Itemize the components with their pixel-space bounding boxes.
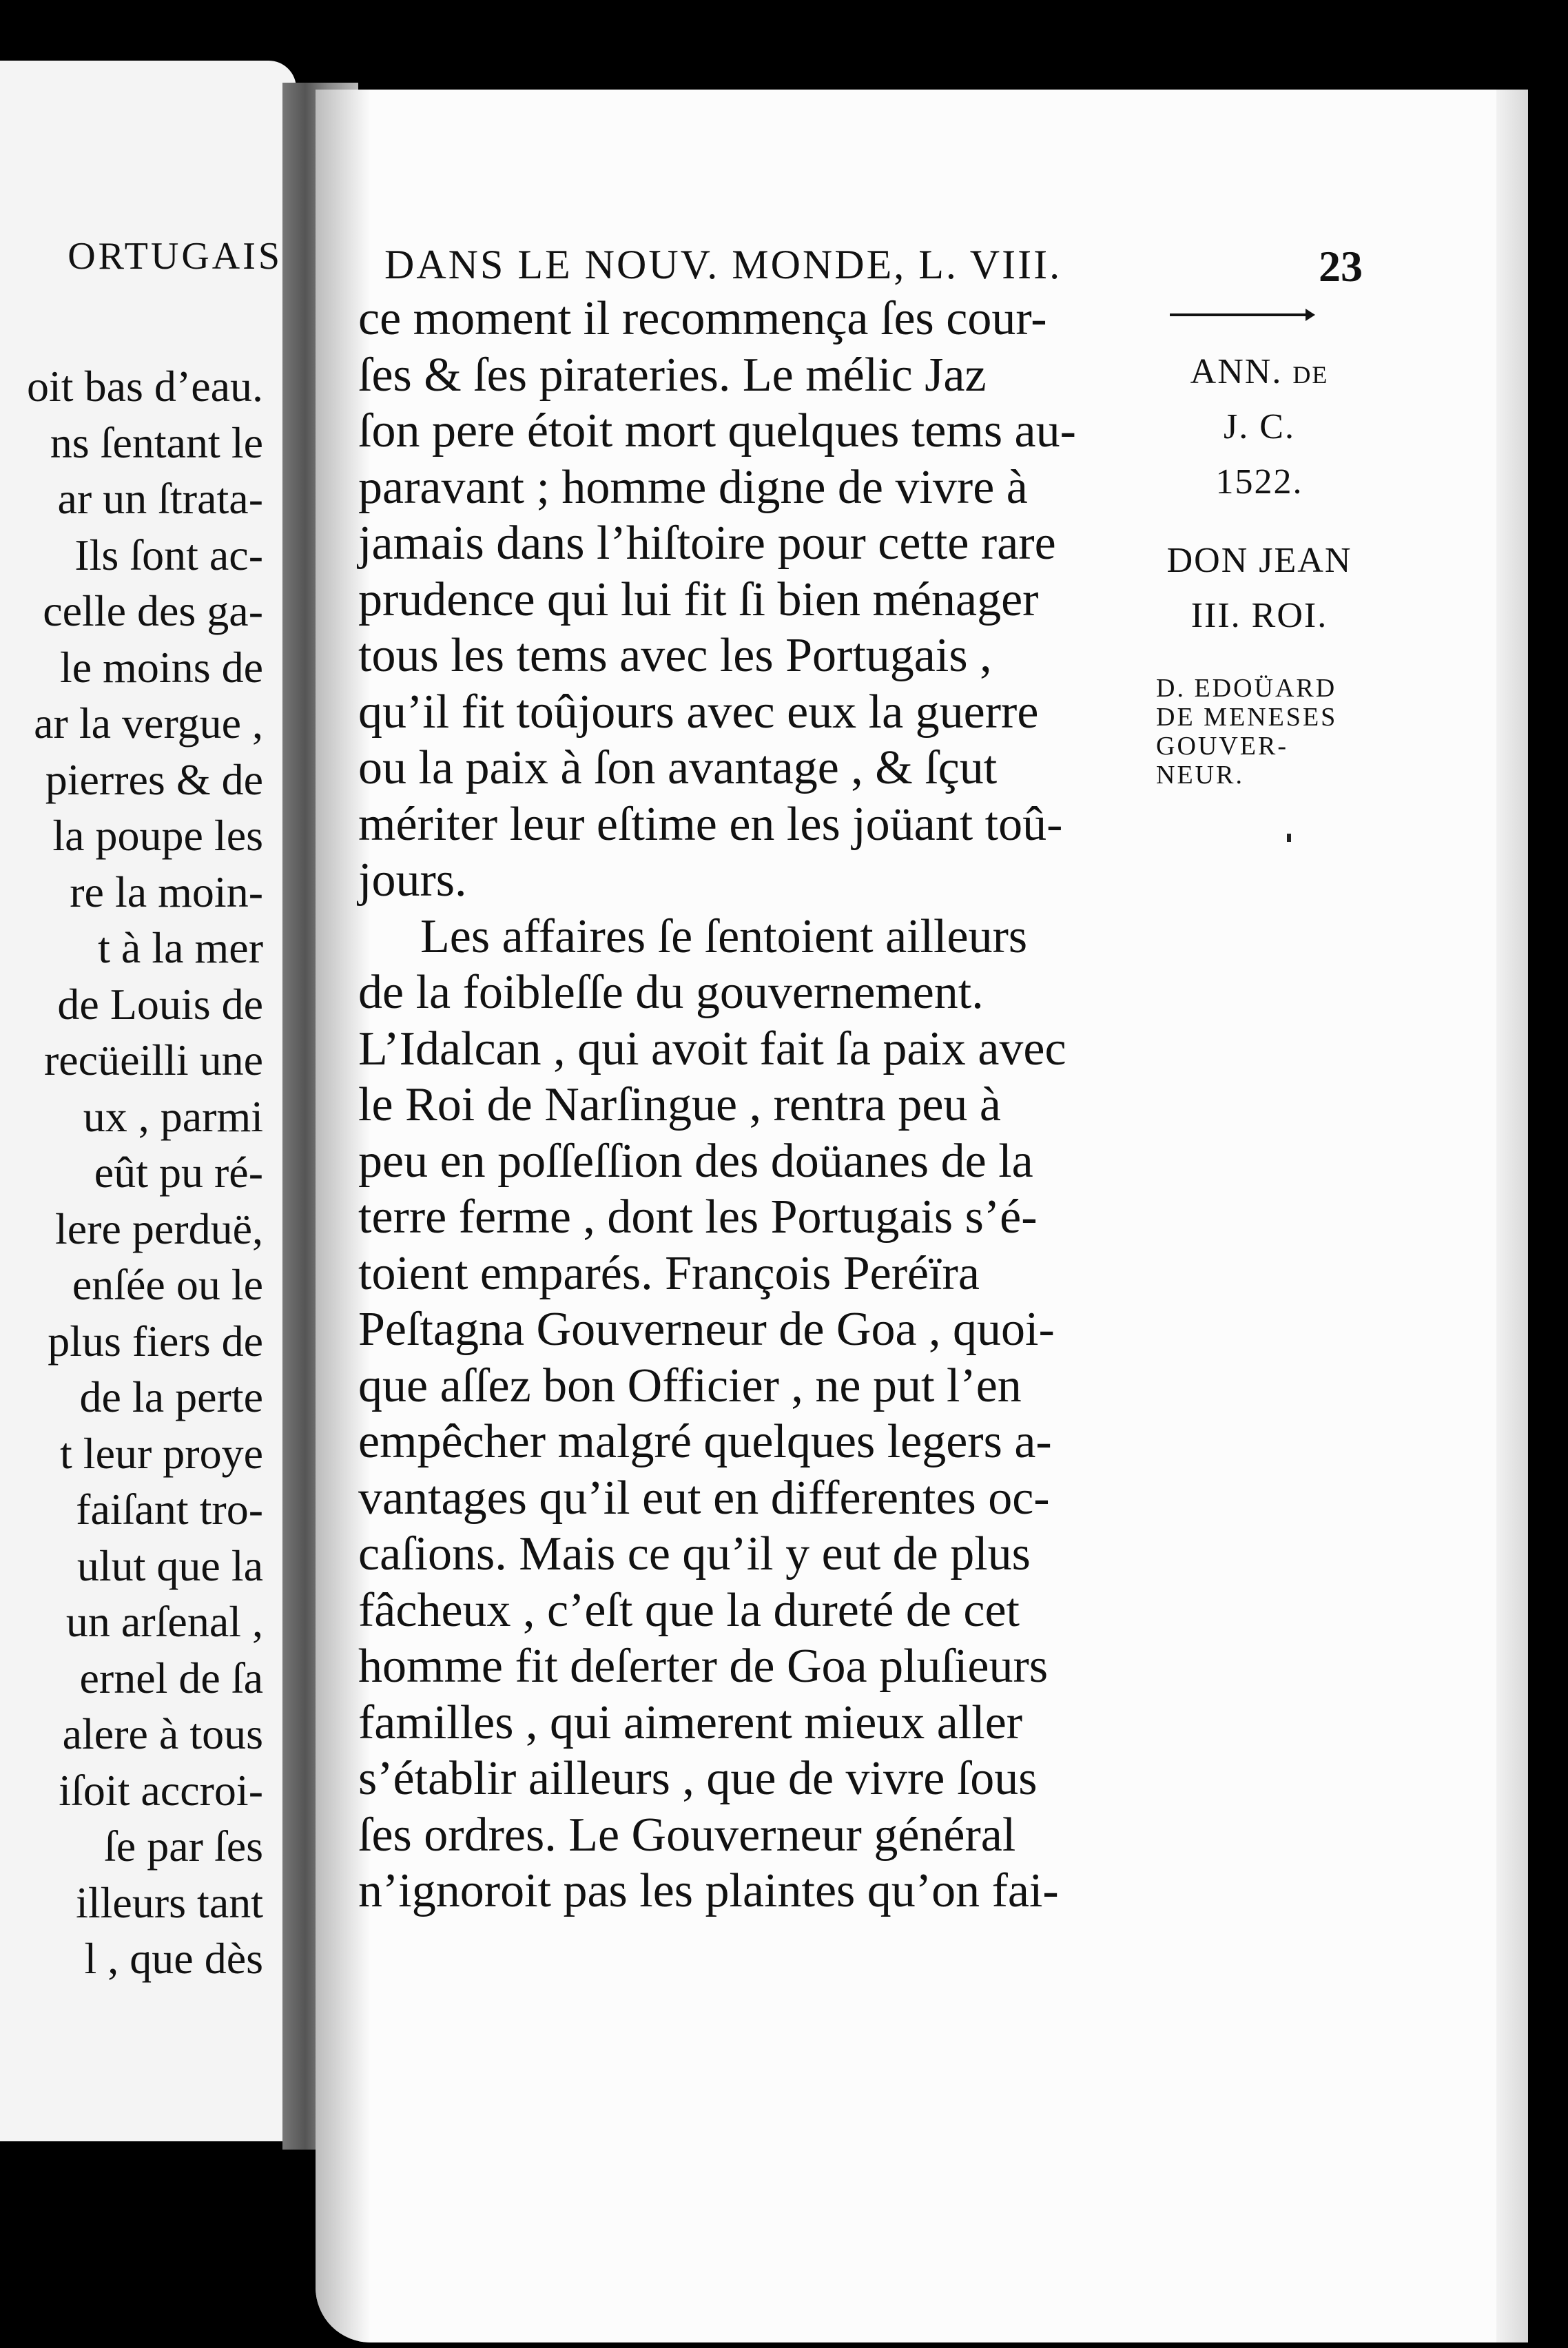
body-text-line: toient emparés. François Peréïra <box>358 1246 980 1300</box>
running-head-title: DANS LE NOUV. MONDE, L. VIII. <box>384 242 1062 287</box>
body-text-line: homme fit deſerter de Goa pluſieurs <box>358 1640 1049 1693</box>
left-text-line: l , que dès <box>84 1934 263 1983</box>
body-text-line: n’ignoroit pas les plaintes qu’on fai- <box>358 1864 1059 1917</box>
left-page-text <box>27 358 263 1987</box>
body-text-line: de la foibleſſe du gouvernement. <box>358 966 984 1019</box>
left-text-line: la poupe les <box>52 811 263 860</box>
margin-note-governor-3: GOUVER- <box>1156 732 1288 761</box>
body-text-line: terre ferme , dont les Portugais s’é- <box>358 1191 1038 1244</box>
right-page <box>316 90 1528 2342</box>
body-text-line: fâcheux , c’eſt que la dureté de cet <box>358 1583 1020 1637</box>
body-text-line: Peſtagna Gouverneur de Goa , quoi- <box>358 1303 1055 1356</box>
left-text-line: Ils ſont ac- <box>74 530 263 579</box>
margin-note-year: 1522. <box>1215 462 1303 502</box>
left-text-line: t à la mer <box>98 923 263 972</box>
margin-notes <box>1156 344 1363 790</box>
body-text-line: Les affaires ſe ſentoient ailleurs <box>420 909 1028 963</box>
body-text-line: empêcher malgré quelques legers a- <box>358 1415 1052 1468</box>
left-text-line: faiſant tro- <box>76 1485 263 1534</box>
body-text-line: peu en poſſeſſion des doüanes de la <box>358 1134 1033 1188</box>
left-text-line: iſoit accroi- <box>59 1765 263 1815</box>
body-text-line: le Roi de Narſingue , rentra peu à <box>358 1078 1001 1131</box>
body-text-line: ce moment il recommença ſes cour- <box>358 292 1047 345</box>
left-text-line: le moins de <box>59 642 263 692</box>
left-text-line: t leur proye <box>60 1428 263 1478</box>
page-number: 23 <box>1319 242 1363 291</box>
body-text-line: jours. <box>358 854 467 907</box>
left-text-line: ſe par ſes <box>104 1822 263 1871</box>
margin-note-year-label: ANN. de <box>1190 352 1329 391</box>
left-text-line: pierres & de <box>45 754 263 804</box>
body-text-line: que aſſez bon Officier , ne put l’en <box>358 1359 1022 1412</box>
left-text-line: de la perte <box>79 1372 263 1421</box>
left-text-line: lere perduë, <box>54 1204 263 1253</box>
left-text-line: de Louis de <box>57 979 263 1029</box>
body-text-line: L’Idalcan , qui avoit fait ſa paix avec <box>358 1022 1066 1075</box>
margin-note-governor-1: D. EDOÜARD <box>1156 674 1337 703</box>
body-text-line: caſions. Mais ce qu’il y eut de plus <box>358 1527 1031 1580</box>
body-text-line: s’établir ailleurs , que de vivre ſous <box>358 1752 1038 1805</box>
margin-note-era: J. C. <box>1224 407 1295 446</box>
body-text-line: familles , qui aimerent mieux aller <box>358 1696 1023 1749</box>
left-text-line: ux , parmi <box>83 1091 263 1141</box>
left-text-line: un arſenal , <box>65 1597 263 1646</box>
margin-note-king-2: III. ROI. <box>1190 596 1328 635</box>
left-text-line: ns ſentant le <box>50 418 263 467</box>
left-text-line: enſée ou le <box>72 1260 263 1309</box>
body-text-line: qu’il fit toûjours avec eux la guerre <box>358 685 1039 739</box>
left-text-line: recüeilli une <box>43 1036 263 1084</box>
left-text-line: re la moin- <box>70 867 263 916</box>
margin-note-governor-4: NEUR. <box>1156 761 1244 790</box>
left-text-line: eût pu ré- <box>94 1148 263 1197</box>
left-text-line: oit bas d’eau. <box>27 362 263 411</box>
left-text-line: illeurs tant <box>76 1877 263 1927</box>
body-text-line: ſes ordres. Le Gouverneur général <box>358 1808 1016 1862</box>
body-text-line: ou la paix à ſon avantage , & ſçut <box>358 741 998 794</box>
body-text-line: ſon pere étoit mort quelques tems au- <box>358 404 1076 457</box>
margin-note-governor-2: DE MENESES <box>1156 703 1338 732</box>
body-text-line: tous les tems avec les Portugais , <box>358 629 992 682</box>
body-text-line: mériter leur eſtime en les joüant toû- <box>358 797 1063 851</box>
left-text-line: alere à tous <box>62 1709 263 1758</box>
left-text-line: ar la vergue , <box>34 699 263 748</box>
left-text-line: ulut que la <box>76 1541 263 1590</box>
body-text-line: ſes & ſes pirateries. Le mélic Jaz <box>358 348 987 402</box>
left-text-line: plus fiers de <box>48 1316 263 1366</box>
page-edge <box>1496 90 1528 2342</box>
body-text-line: jamais dans l’hiſtoire pour cette rare <box>358 517 1056 570</box>
left-running-head: ORTUGAIS <box>68 235 282 278</box>
left-text-line: celle des ga- <box>43 586 263 635</box>
left-text-line: ar un ſtrata- <box>57 474 263 523</box>
margin-rule-arrow <box>1170 313 1311 316</box>
margin-note-king-1: DON JEAN <box>1166 541 1352 580</box>
left-text-line: ernel de ſa <box>79 1653 263 1702</box>
left-page <box>0 61 296 2141</box>
ink-mark <box>1287 834 1291 842</box>
body-text-line: prudence qui lui fit ſi bien ménager <box>358 573 1039 626</box>
body-text-line: vantages qu’il eut en differentes oc- <box>358 1471 1050 1525</box>
body-text-line: paravant ; homme digne de vivre à <box>358 460 1028 514</box>
